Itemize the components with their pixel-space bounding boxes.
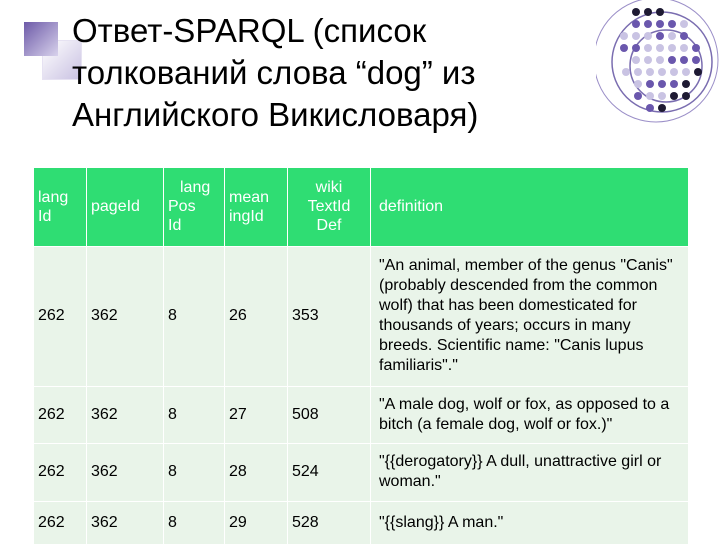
sparql-results-table [34,168,688,544]
header-meaning-id: mean ingId [225,168,288,246]
cell-meaning-id: 28 [225,443,288,501]
cell-page-id: 362 [87,386,164,443]
table-row [34,386,688,443]
table-row [34,443,688,501]
cell-page-id: 362 [87,501,164,544]
cell-page-id: 362 [87,443,164,501]
header-lang-pos-id: lang Pos Id [164,168,225,246]
decorative-square-dark [24,22,58,56]
header-definition: definition [379,198,444,216]
cell-page-id: 362 [87,246,164,386]
table-header-row [34,168,688,246]
cell-meaning-id: 26 [225,246,288,386]
header-lang-id: lang Id [34,168,87,246]
title-line-2: толкований слова “dog” из [72,54,476,91]
cell-lang-id: 262 [34,501,87,544]
decorative-dot-circles [596,0,720,140]
cell-lang-pos-id: 8 [164,501,225,544]
cell-wiki-text-id: 524 [288,443,371,501]
cell-lang-pos-id: 8 [164,443,225,501]
cell-wiki-text-id: 528 [288,501,371,544]
table-row [34,501,688,544]
cell-definition: "A male dog, wolf or fox, as opposed to a bitch (a female dog, wolf or fox.)" [379,395,670,433]
slide-title [72,10,612,136]
cell-lang-id: 262 [34,246,87,386]
header-page-id: pageId [87,168,164,246]
cell-wiki-text-id: 508 [288,386,371,443]
header-wiki-text-id-def: wiki TextId Def [288,168,371,246]
cell-definition: "{{slang}} A man." [379,513,504,531]
title-line-3: Английского Викисловаря) [72,96,479,133]
table-row [34,246,688,386]
cell-lang-id: 262 [34,386,87,443]
title-line-1: Ответ-SPARQL (список [72,12,427,49]
cell-lang-pos-id: 8 [164,246,225,386]
cell-wiki-text-id: 353 [288,246,371,386]
cell-meaning-id: 27 [225,386,288,443]
cell-definition: "An animal, member of the genus "Canis" (probably descended from the common wolf) that has been domesticated for thousands of years; occurs in many breeds. Scientific name: "Canis lupus familiaris"." [379,257,673,374]
cell-lang-pos-id: 8 [164,386,225,443]
cell-definition: "{{derogatory}} A dull, unattractive girl or woman." [379,453,662,490]
cell-meaning-id: 29 [225,501,288,544]
cell-lang-id: 262 [34,443,87,501]
